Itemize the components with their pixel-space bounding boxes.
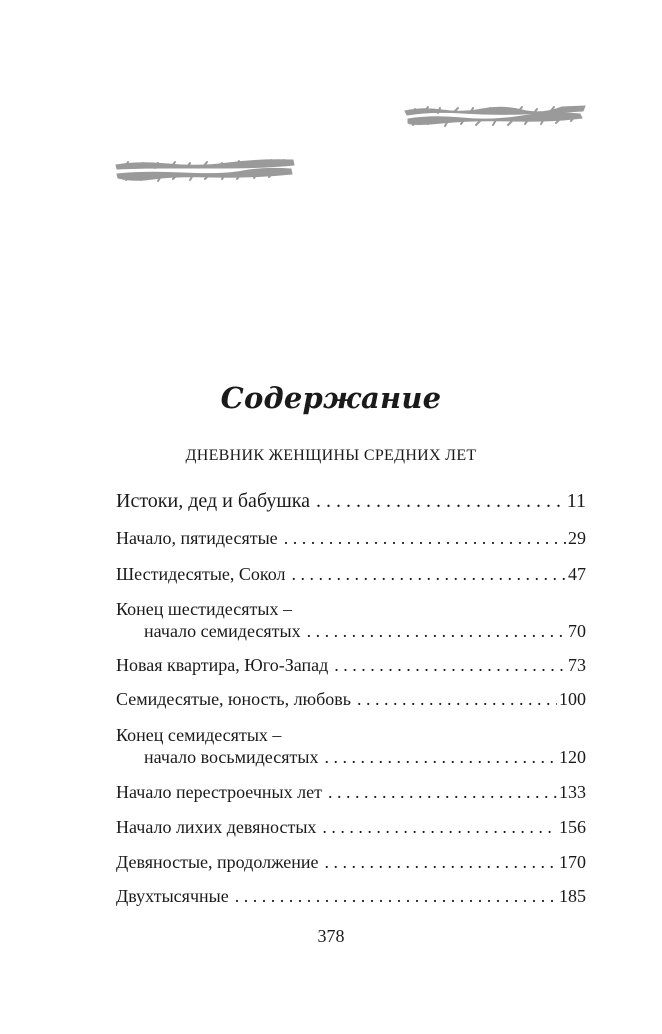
toc-entry-title: начало восьмидесятых	[144, 747, 319, 767]
toc-entry-page: 70	[568, 621, 586, 641]
toc-entry-title: начало семидесятых	[144, 621, 301, 641]
toc-entry-title: Начало, пятидесятые	[116, 528, 278, 548]
toc-entry-page: 133	[559, 782, 586, 802]
toc-entry-page: 47	[568, 564, 586, 584]
toc-entry-page: 156	[559, 817, 586, 837]
toc-entry-title: Начало перестроечных лет	[116, 782, 322, 802]
toc-entry-title: Новая квартира, Юго-Запад	[116, 655, 329, 675]
decorative-ornament-right	[402, 101, 588, 129]
toc-entry-page: 120	[559, 747, 586, 767]
toc-entry-title-line1: Конец семидесятых –	[116, 725, 282, 745]
dot-leader	[307, 620, 566, 642]
page-title: Содержание	[220, 381, 442, 415]
dot-leader	[291, 563, 566, 585]
toc-entry-title: Начало лихих девяностых	[116, 817, 317, 837]
toc-entry-title: Семидесятые, юность, любовь	[116, 689, 351, 709]
dot-leader	[284, 527, 566, 549]
toc-entry-page: 11	[566, 490, 586, 512]
dot-leader	[324, 746, 557, 768]
toc-entry-title: Истоки, дед и бабушка	[116, 490, 311, 512]
dot-leader	[328, 781, 557, 803]
dot-leader	[334, 654, 566, 676]
decorative-ornament-left	[113, 156, 296, 184]
toc-entry[interactable]	[116, 527, 586, 549]
dot-leader	[235, 885, 557, 907]
toc-entry[interactable]	[116, 688, 586, 710]
toc-entry[interactable]	[116, 724, 586, 768]
toc-entry[interactable]	[116, 490, 586, 512]
toc-entry[interactable]	[116, 816, 586, 838]
toc-entry[interactable]	[116, 781, 586, 803]
dot-leader	[325, 851, 557, 873]
toc-entry[interactable]	[116, 598, 586, 642]
dot-leader	[322, 816, 557, 838]
toc-entry[interactable]	[116, 563, 586, 585]
toc-entry-title: Шестидесятые, Сокол	[116, 564, 286, 584]
toc-entry-page: 185	[559, 886, 586, 906]
dot-leader	[316, 490, 565, 512]
toc-entry[interactable]	[116, 654, 586, 676]
dot-leader	[357, 688, 557, 710]
page-number: 378	[317, 926, 345, 946]
toc-entry-page: 170	[559, 852, 586, 872]
section-heading: ДНЕВНИК ЖЕНЩИНЫ СРЕДНИХ ЛЕТ	[185, 447, 477, 464]
toc-entry-page: 29	[568, 528, 586, 548]
toc-entry[interactable]	[116, 885, 586, 907]
toc-entry-title: Девяностые, продолжение	[116, 852, 319, 872]
toc-entry-page: 100	[559, 689, 586, 709]
toc-entry-title-line1: Конец шестидесятых –	[116, 599, 292, 619]
toc-entry-title: Двухтысячные	[116, 886, 229, 906]
toc-entry-page: 73	[568, 655, 586, 675]
toc-entry[interactable]	[116, 851, 586, 873]
